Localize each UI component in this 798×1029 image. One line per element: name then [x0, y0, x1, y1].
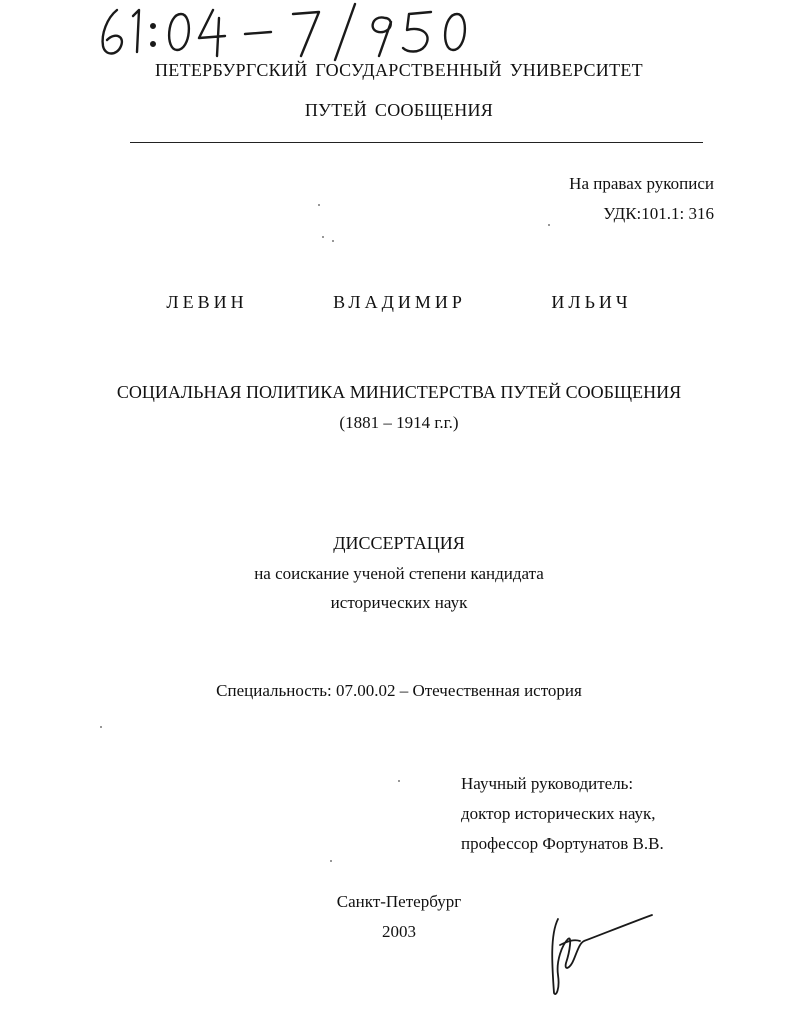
scan-speck: [318, 204, 320, 206]
scan-speck: [330, 860, 332, 862]
year: 2003: [382, 922, 416, 941]
signature: [540, 905, 660, 1005]
scan-speck: [332, 240, 334, 242]
manuscript-rights-note: На правах рукописи: [569, 174, 714, 193]
supervisor-name: профессор Фортунатов В.В.: [461, 834, 664, 853]
degree-line1: на соискание ученой степени кандидата: [254, 564, 544, 583]
city: Санкт-Петербург: [336, 892, 462, 911]
dissertation-years: (1881 – 1914 г.г.): [339, 413, 459, 432]
scan-speck: [548, 224, 550, 226]
scan-speck: [100, 726, 102, 728]
udk-code: УДК:101.1: 316: [603, 204, 714, 223]
university-name-line1: ПЕТЕРБУРГСКИЙ ГОСУДАРСТВЕННЫЙ УНИВЕРСИТЕТ: [155, 60, 643, 80]
scan-speck: [398, 780, 400, 782]
degree-line2: исторических наук: [330, 593, 468, 612]
university-name-line2: ПУТЕЙ СООБЩЕНИЯ: [304, 100, 494, 120]
author-name: ЛЕВИН ВЛАДИМИР ИЛЬИЧ: [166, 292, 632, 312]
header-divider: [130, 142, 703, 143]
speciality: Специальность: 07.00.02 – Отечественная история: [216, 681, 582, 700]
document-type: ДИССЕРТАЦИЯ: [333, 533, 465, 553]
handwritten-archive-code: [95, 0, 475, 64]
supervisor-label: Научный руководитель:: [461, 774, 634, 793]
supervisor-degree: доктор исторических наук,: [461, 804, 656, 823]
dissertation-title: СОЦИАЛЬНАЯ ПОЛИТИКА МИНИСТЕРСТВА ПУТЕЙ СООБЩЕНИЯ: [116, 382, 682, 402]
scan-speck: [322, 236, 324, 238]
